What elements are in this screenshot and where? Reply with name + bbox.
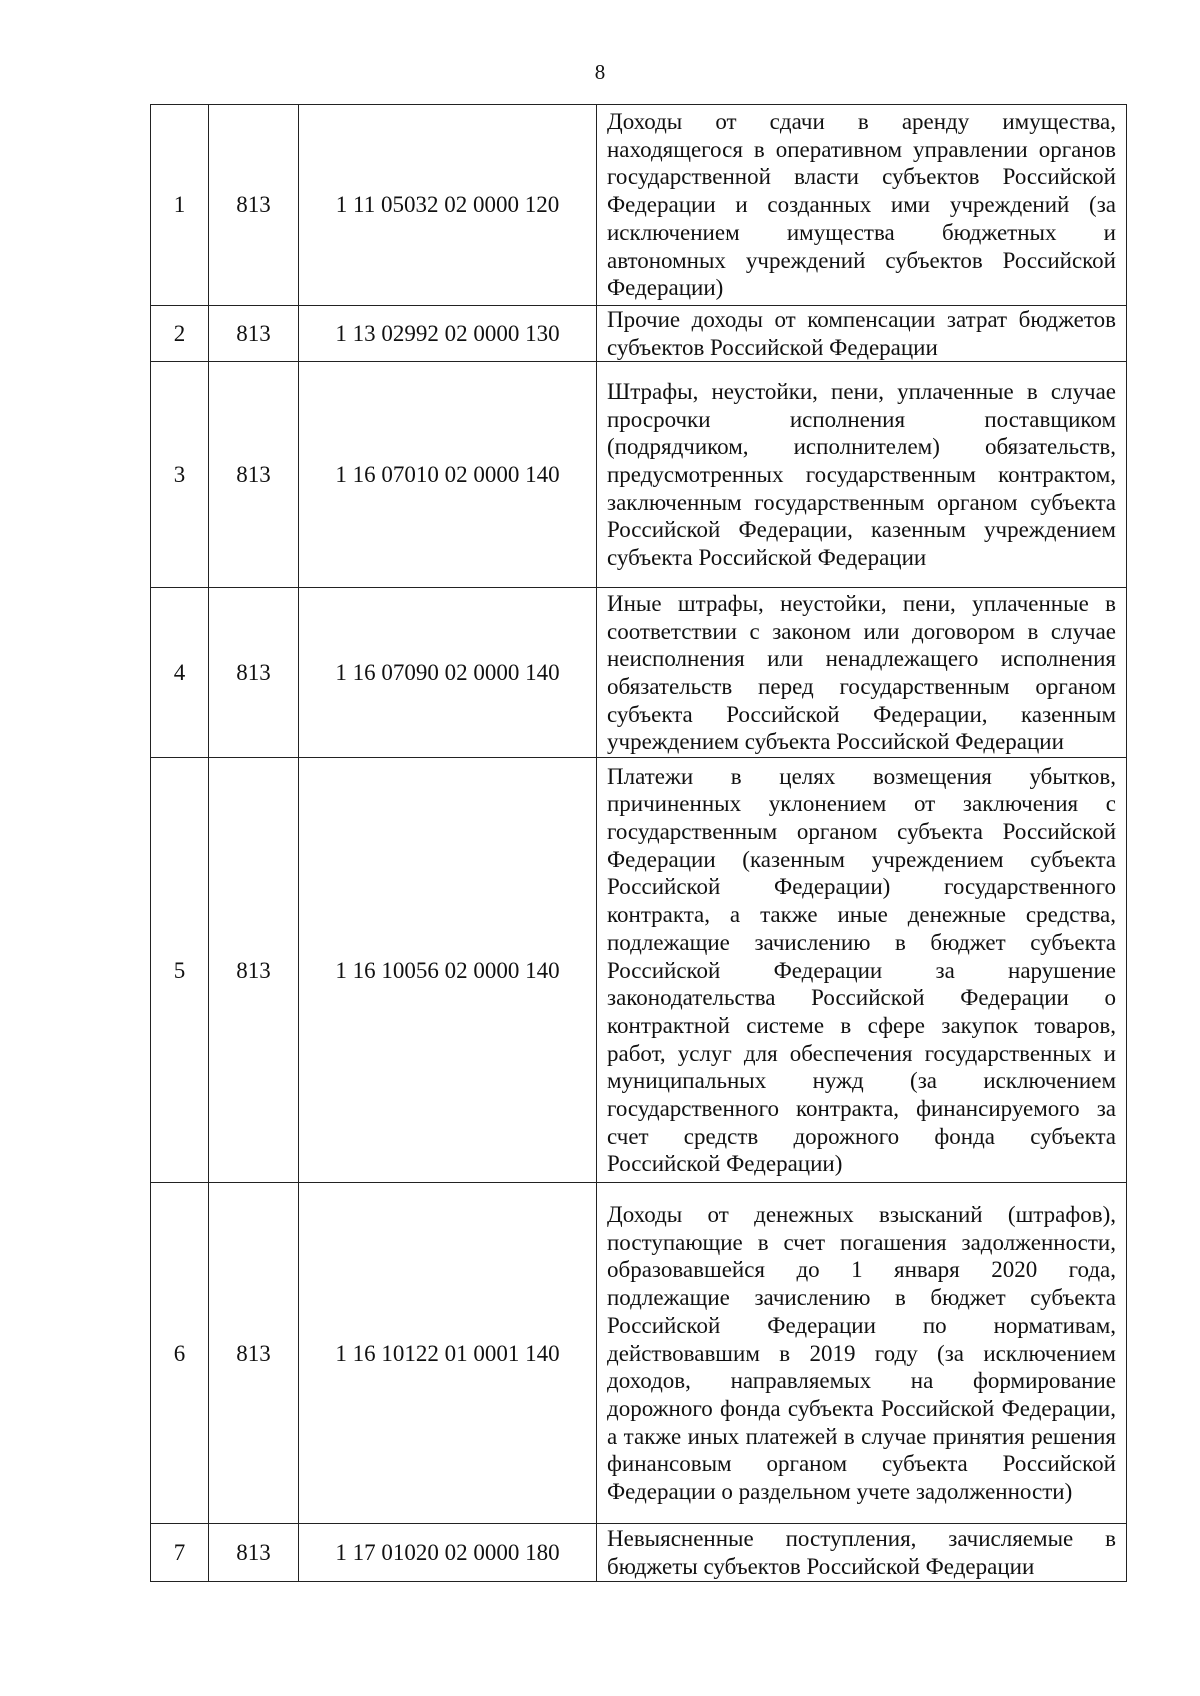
page-number: 8: [594, 60, 606, 84]
income-description: Платежи в целях возмещения убытков, причиненных уклонением от заключения с государственным органом субъекта Российской Федерации (казенным учреждением субъекта Российской Федерации) государственного контракта, а также иные денежные средства, подлежащие зачислению в бюджет субъекта Российской Федерации за нарушение законодательства Российской Федерации о контрактной системе в сфере закупок товаров, работ, услуг для обеспечения государственных и муниципальных нужд (за исключением государственного контракта, финансируемого за счет средств дорожного фонда субъекта Российской Федерации): [597, 758, 1127, 1183]
row-number: 3: [151, 362, 209, 588]
admin-code: 813: [209, 758, 299, 1183]
row-number: 1: [151, 105, 209, 306]
income-description: Штрафы, неустойки, пени, уплаченные в случае просрочки исполнения поставщиком (подрядчиком, исполнителем) обязательств, предусмотренных государственным контрактом, заключенным государственным органом субъекта Российской Федерации, казенным учреждением субъекта Российской Федерации: [597, 362, 1127, 588]
income-description: Иные штрафы, неустойки, пени, уплаченные в соответствии с законом или договором в случае неисполнения или ненадлежащего исполнения обязательств перед государственным органом субъекта Российской Федерации, казенным учреждением субъекта Российской Федерации: [597, 588, 1127, 758]
income-description: Доходы от сдачи в аренду имущества, находящегося в оперативном управлении органов государственной власти субъектов Российской Федерации и созданных ими учреждений (за исключением имущества бюджетных и автономных учреждений субъектов Российской Федерации): [597, 105, 1127, 306]
admin-code: 813: [209, 306, 299, 362]
income-description: Невыясненные поступления, зачисляемые в бюджеты субъектов Российской Федерации: [597, 1524, 1127, 1582]
kbk-code: 1 16 10056 02 0000 140: [299, 758, 597, 1183]
kbk-code: 1 11 05032 02 0000 120: [299, 105, 597, 306]
admin-code: 813: [209, 1524, 299, 1582]
row-number: 6: [151, 1183, 209, 1524]
admin-code: 813: [209, 588, 299, 758]
table-row: [151, 758, 1127, 1183]
admin-code: 813: [209, 362, 299, 588]
table-row: [151, 105, 1127, 306]
kbk-code: 1 13 02992 02 0000 130: [299, 306, 597, 362]
kbk-code: 1 16 10122 01 0001 140: [299, 1183, 597, 1524]
row-number: 7: [151, 1524, 209, 1582]
table-row: [151, 362, 1127, 588]
admin-code: 813: [209, 1183, 299, 1524]
row-number: 2: [151, 306, 209, 362]
table-row: [151, 1524, 1127, 1582]
kbk-code: 1 16 07090 02 0000 140: [299, 588, 597, 758]
table-row: [151, 306, 1127, 362]
row-number: 5: [151, 758, 209, 1183]
table-row: [151, 1183, 1127, 1524]
admin-code: 813: [209, 105, 299, 306]
kbk-code: 1 16 07010 02 0000 140: [299, 362, 597, 588]
income-description: Прочие доходы от компенсации затрат бюджетов субъектов Российской Федерации: [597, 306, 1127, 362]
row-number: 4: [151, 588, 209, 758]
income-description: Доходы от денежных взысканий (штрафов), поступающие в счет погашения задолженности, образовавшейся до 1 января 2020 года, подлежащие зачислению в бюджет субъекта Российской Федерации по нормативам, действовавшим в 2019 году (за исключением доходов, направляемых на формирование дорожного фонда субъекта Российской Федерации, а также иных платежей в случае принятия решения финансовым органом субъекта Российской Федерации о раздельном учете задолженности): [597, 1183, 1127, 1524]
income-codes-table: [150, 104, 1127, 1582]
kbk-code: 1 17 01020 02 0000 180: [299, 1524, 597, 1582]
table-row: [151, 588, 1127, 758]
